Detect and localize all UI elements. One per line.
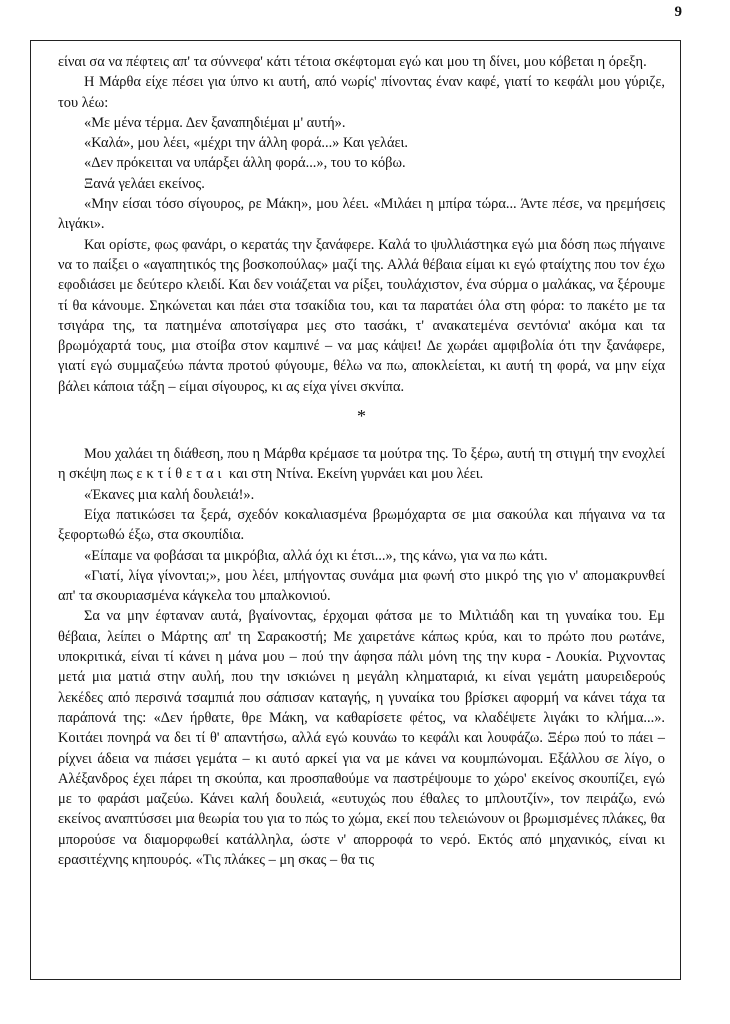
section-1 [58,52,665,397]
section-2 [58,444,665,870]
page-number: 9 [674,4,682,20]
dialogue-line: «Μην είσαι τόσο σίγουρος, ρε Μάκη», μου λέει. «Μιλάει η μπίρα τώρα... Άντε πέσε, να ηρεμήσεις λιγάκι». [58,196,665,233]
paragraph: είναι σα να πέφτεις απ' τα σύννεφα' κάτι τέτοια σκέφτομαι εγώ και μου τη δίνει, μου κόβεται η όρεξη. [58,54,647,70]
dialogue-line: «Είπαμε να φοβάσαι τα μικρόβια, αλλά όχι κι έτσι...», της κάνω, για να πω κάτι. [84,547,548,564]
paragraph [58,444,665,485]
text-run: και στη Ντίνα. Εκείνη γυρνάει και μου λέει. [225,466,484,483]
section-divider: * [357,406,366,427]
paragraph: Η Μάρθα είχε πέσει για ύπνο κι αυτή, από νωρίς' πίνοντας έναν καφέ, γιατί το κεφάλι μου γύριζε, του λέω: [58,74,665,111]
text-run: Μου χαλάει τη διάθεση, που η Μάρθα κρέμασε τα μούτρα της. Το ξέρω, αυτή τη στιγμή την ενοχλεί η σκέψη πως [58,446,665,483]
emphasized-word: εκτίθεται [136,466,226,483]
paragraph: Και ορίστε, φως φανάρι, ο κερατάς την ξανάφερε. Καλά το ψυλλιάστηκα εγώ μια δόση πως πήγαινε να το παίξει ο «αγαπητικός της βοσκοπούλας» μαζί της. Αλλά θέβαια είμαι κι εγώ φταίχτης που τον έχω εφοδιάσει με δεύτερο κλειδί. Και δεν νοιάζεται να ρίξει, τουλάχιστον, ένα σύρμα ο μαλάκας, να ξέρουμε τί θα κάνουμε. Σηκώνεται και πάει στα τσακίδια του, και τα παρατάει όλα στη φόρα: το πακέτο με τα τσιγάρα της, τα πατημένα αποτσίγαρα μες στο τασάκι, τ' ανακατεμένα σεντόνια' ακόμα και τα βρωμόχαρτά τους, μια στοίβα στον καμπινέ – να μας κάψει! Δε χωράει αμφιβολία ότι την ξανάφερε, γιατί εγώ συμμαζεύω πάντα προτού φύγουμε, θέλω να πω, αποκλείεται, κι αυτή τη φορά, να μην είχα βάλει κάποια τάξη – είμαι σίγουρος, κι ας είχα γίνει σκνίπα. [58,236,665,395]
paragraph: Σα να μην έφταναν αυτά, βγαίνοντας, έρχομαι φάτσα με το Μιλτιάδη και τη γυναίκα του. Εμ θέβαια, λείπει ο Μάρτης απ' τη Σαρακοστή; Με χαιρετάνε κάπως κρύα, και το πρώτο που ρωτάνε, υποκριτικά, είναι τί κάνει η μάνα μου – πού την άφησα πάλι μόνη της την κυρα - Λουκία. Ριχνοντας μετά μια ματιά στην αυλή, που την ισκιώνει η μεγάλη κληματαριά, κι είναι γεμάτη μαυρειδερούς λεκέδες από περσινά τσαμπιά που σάπισαν καταγής, η γυναίκα του βρίσκει αφορμή να κάνει τάχα τα παράπονά της: «Δεν ήρθατε, θρε Μάκη, να καθαρίσετε φέτος, να κλαδέψετε λιγάκι το κλήμα...». Κοιτάει πονηρά να δει τί θ' απαντήσω, αλλά εγώ κουνάω το κεφάλι και λουφάζω. Ξέρω πού το πάει – ρίχνει άδεια να πιάσει γεμάτα – κι αυτό αρκεί για να με κάνει να κουμπώνομαι. Εξάλλου σε λίγο, ο Αλέξανδρος έχει πάρει τη σκούπα, και προσπαθούμε να παστρέψουμε το χώρο' εκείνος σκουπίζει, εγώ με το φαράσι μαζεύω. Κάνει καλή δουλειά, «ευτυχώς που έθαλες το μπλουτζίν», τον πειράζω, ενώ εκείνος αναπτύσσει μια θεωρία του για το πώς το χώμα, εκεί που τελειώνουν οι βρωμισμένες πλάκες, θα μπορούσε να διαμορφωθεί κατάλληλα, ώστε ν' απορροφά το νερό. Εκτός από μηχανικός, είναι κι ερασιτέχνης κηπουρός. «Τις πλάκες – μη σκας – θα τις [58,608,665,868]
dialogue-line: «Έκανες μια καλή δουλειά!». [84,486,255,503]
paragraph: Ξανά γελάει εκείνος. [84,175,205,192]
paragraph: Είχα πατικώσει τα ξερά, σχεδόν κοκαλιασμένα βρωμόχαρτα σε μια σακούλα και πήγαινα να τα ξεφορτωθώ έξω, στα σκουπίδια. [58,506,665,544]
dialogue-line: «Καλά», μου λέει, «μέχρι την άλλη φορά...» Και γελάει. [84,135,409,152]
text-frame [30,40,681,980]
dialogue-line: «Με μένα τέρμα. Δεν ξαναπηδιέμαι μ' αυτή». [84,114,346,131]
dialogue-line: «Δεν πρόκειται να υπάρξει άλλη φορά...», του το κόβω. [84,155,406,172]
dialogue-line: «Γιατί, λίγα γίνονται;», μου λέει, μπήγοντας συνάμα μια φωνή στο μικρό της γιο ν' απομακρυνθεί απ' τα σκουριασμένα κάγκελα του μπαλκονιού. [58,567,665,605]
